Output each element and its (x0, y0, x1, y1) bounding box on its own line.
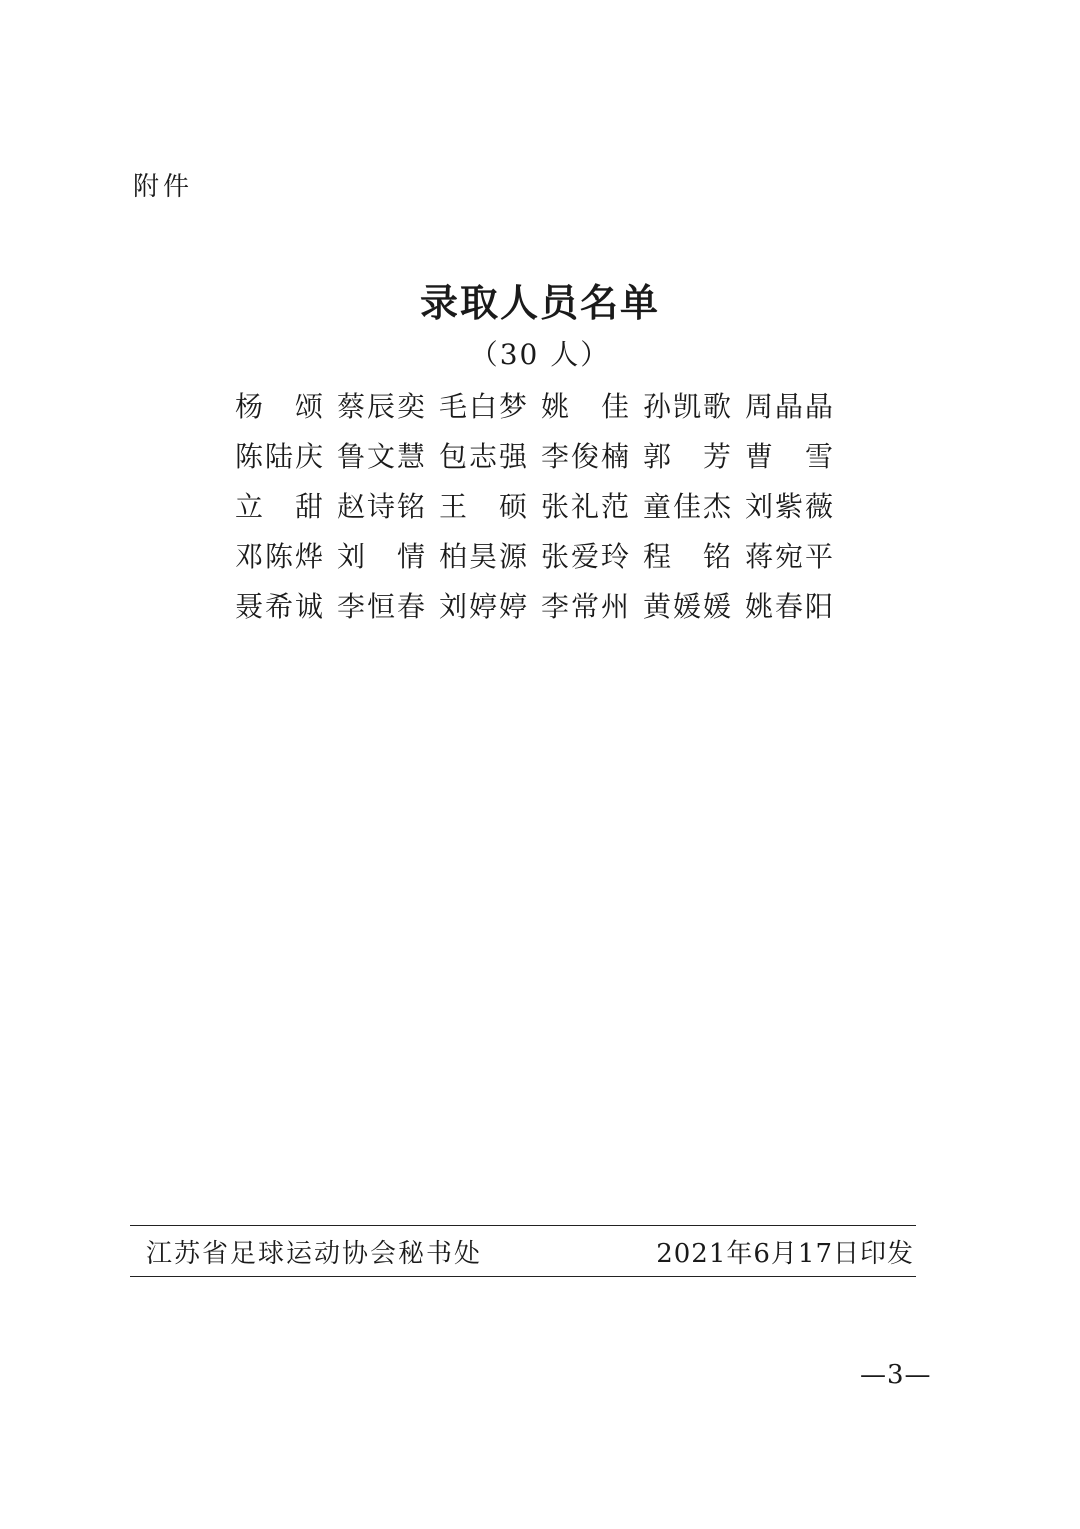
name-entry: 刘 情 (337, 540, 425, 573)
name-entry: 程 铭 (643, 540, 731, 573)
name-entry: 李 常 州 (541, 590, 629, 623)
name-entry: 赵 诗 铭 (337, 490, 425, 523)
name-entry: 周 晶 晶 (745, 390, 833, 423)
name-entry: 曹 雪 (745, 440, 833, 473)
name-entry: 邓 陈 烨 (235, 540, 323, 573)
name-entry: 包 志 强 (439, 440, 527, 473)
name-entry: 李 俊 楠 (541, 440, 629, 473)
name-entry: 蒋 宛 平 (745, 540, 833, 573)
names-list (235, 380, 855, 630)
name-entry: 立 甜 (235, 490, 323, 523)
name-entry: 姚 春 阳 (745, 590, 833, 623)
page-number: —3— (860, 1360, 932, 1390)
admitted-count: （30 人） (469, 338, 611, 371)
name-entry: 郭 芳 (643, 440, 731, 473)
name-entry: 孙 凯 歌 (643, 390, 731, 423)
attachment-label: 附件 (133, 172, 194, 202)
name-entry: 张 礼 范 (541, 490, 629, 523)
name-entry: 刘 紫 薇 (745, 490, 833, 523)
name-entry: 蔡 辰 奕 (337, 390, 425, 423)
name-entry: 童 佳 杰 (643, 490, 731, 523)
footer-bottom-rule (130, 1276, 916, 1277)
issuer-name: 江苏省足球运动协会秘书处 (146, 1239, 483, 1269)
name-entry: 聂 希 诚 (235, 590, 323, 623)
name-entry: 鲁 文 慧 (337, 440, 425, 473)
issue-date: 2021年6月17日印发 (656, 1239, 914, 1269)
name-entry: 王 硕 (439, 490, 527, 523)
footer-top-rule (130, 1225, 916, 1226)
name-entry: 陈 陆 庆 (235, 440, 323, 473)
document-title: 录取人员名单 (419, 280, 660, 325)
name-entry: 张 爱 玲 (541, 540, 629, 573)
name-entry: 毛 白 梦 (439, 390, 527, 423)
name-entry: 柏 昊 源 (439, 540, 527, 573)
name-entry: 刘 婷 婷 (439, 590, 527, 623)
name-entry: 杨 颂 (235, 390, 323, 423)
name-entry: 李 恒 春 (337, 590, 425, 623)
name-entry: 黄 媛 媛 (643, 590, 731, 623)
name-entry: 姚 佳 (541, 390, 629, 423)
